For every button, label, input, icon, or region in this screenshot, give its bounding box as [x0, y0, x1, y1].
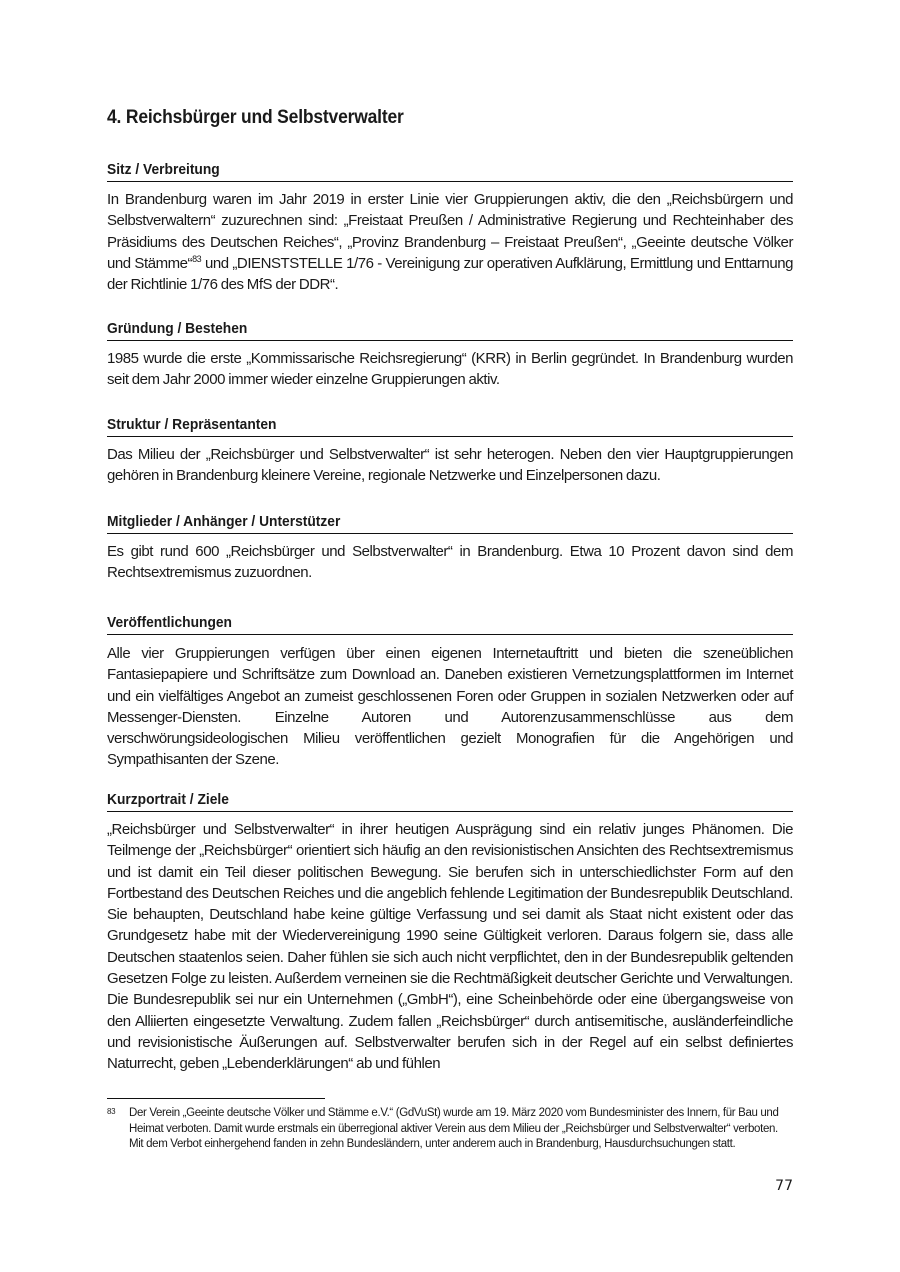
- section-heading-kurzportrait: Kurzportrait / Ziele: [107, 790, 793, 812]
- section-body-veroeffentlichungen: Alle vier Gruppierungen verfügen über einen eigenen Internetauftritt und bieten die szeneüblichen Fantasiepapiere und Schriftsätze zum Download an. Daneben existieren Vernetzungsplattformen im Internet und ein vielfältiges Angebot an zumeist geschlossenen Foren oder Gruppen in sozialen Netzwerken oder auf Messenger-Diensten. Einzelne Autoren und Autorenzusammenschlüsse aus dem verschwörungsideologischen Milieu veröffentlichen gezielt Monografien für die Angehörigen und Sympathisanten der Szene.: [107, 645, 793, 769]
- section-body-gruendung: 1985 wurde die erste „Kommissarische Reichsregierung“ (KRR) in Berlin gegründet. In Brandenburg wurden seit dem Jahr 2000 immer wieder einzelne Gruppierungen aktiv.: [107, 350, 793, 389]
- page-number: 77: [775, 1178, 793, 1194]
- footnote-separator: [107, 1098, 325, 1099]
- section-body-sitz: In Brandenburg waren im Jahr 2019 in erster Linie vier Gruppierungen aktiv, die den „Reichsbürgern und Selbstverwaltern“ zuzurechnen sind: „Freistaat Preußen / Administrative Regierung und Rechteinhaber des Präsidiums des Deutschen Reiches“, „Provinz Brandenburg – Freistaat Preußen“, „Geeinte deutsche Völker und Stämme“$^{83}$ und „DIENSTSTELLE 1/76 - Vereinigung zur operativen Aufklärung, Ermittlung und Enttarnung der Richtlinie 1/76 des MfS der DDR“.: [107, 191, 793, 294]
- section-heading-mitglieder: Mitglieder / Anhänger / Unterstützer: [107, 512, 793, 534]
- section-heading-struktur: Struktur / Repräsentanten: [107, 415, 793, 437]
- footnote-text: Der Verein „Geeinte deutsche Völker und Stämme e.V.“ (GdVuSt) wurde am 19. März 2020 vom Bundesminister des Innern, für Bau und Heimat verboten. Damit wurde erstmals ein überregional aktiver Verein aus dem Milieu der „Reichsbürger und Selbstverwalter“ verboten. Mit dem Verbot einhergehend fanden in zehn Bundesländern, unter anderem auch in Brandenburg, Hausdurchsuchungen statt.: [129, 1107, 779, 1150]
- footnote: [107, 1106, 793, 1153]
- section-body-kurzportrait: „Reichsbürger und Selbstverwalter“ in ihrer heutigen Ausprägung sind ein relativ junges Phänomen. Die Teilmenge der „Reichsbürger“ orientiert sich häufig an den revisionistischen Ansichten des Rechtsextremismus und ist damit ein Teil dieser politischen Bewegung. Sie berufen sich in unterschiedlichster Form auf den Fortbestand des Deutschen Reiches und die angeblich fehlende Legitimation der Bundesrepublik Deutschland. Sie behaupten, Deutschland habe keine gültige Verfassung und sei damit als Staat nicht existent oder das Grundgesetz habe mit der Wiedervereinigung 1990 seine Gültigkeit verloren. Daraus folgern sie, dass alle Deutschen staatenlos seien. Daher fühlen sie sich auch nicht verpflichtet, den in der Bundesrepublik geltenden Gesetzen Folge zu leisten. Außerdem verneinen sie die Rechtmäßigkeit deutscher Gerichte und Verwaltungen. Die Bundesrepublik sei nur ein Unternehmen („GmbH“), eine Scheinbehörde oder eine übergangsweise von den Alliierten eingesetzte Verwaltung. Zudem fallen „Reichsbürger“ durch antisemitische, ausländerfeindliche und revisionistische Äußerungen auf. Selbstverwalter berufen sich in der Regel auf ein selbst definiertes Naturrecht, geben „Lebenderklärungen“ ab und fühlen: [107, 821, 793, 1073]
- footnote-reference[interactable]: 83: [192, 253, 202, 264]
- section-heading-veroeffentlichungen: Veröffentlichungen: [107, 613, 793, 635]
- section-body-struktur: Das Milieu der „Reichsbürger und Selbstverwalter“ ist sehr heterogen. Neben den vier Hauptgruppierungen gehören in Brandenburg kleinere Vereine, regionale Netzwerke und Einzelpersonen dazu.: [107, 446, 793, 485]
- section-heading-gruendung: Gründung / Bestehen: [107, 319, 793, 341]
- section-body-mitglieder: Es gibt rund 600 „Reichsbürger und Selbstverwalter“ in Brandenburg. Etwa 10 Prozent davon sind dem Rechtsextremismus zuzuordnen.: [107, 543, 793, 582]
- chapter-title: 4. Reichsbürger und Selbstverwalter: [107, 107, 404, 128]
- section-heading-sitz: Sitz / Verbreitung: [107, 160, 793, 182]
- footnote-number: 83: [107, 1107, 116, 1116]
